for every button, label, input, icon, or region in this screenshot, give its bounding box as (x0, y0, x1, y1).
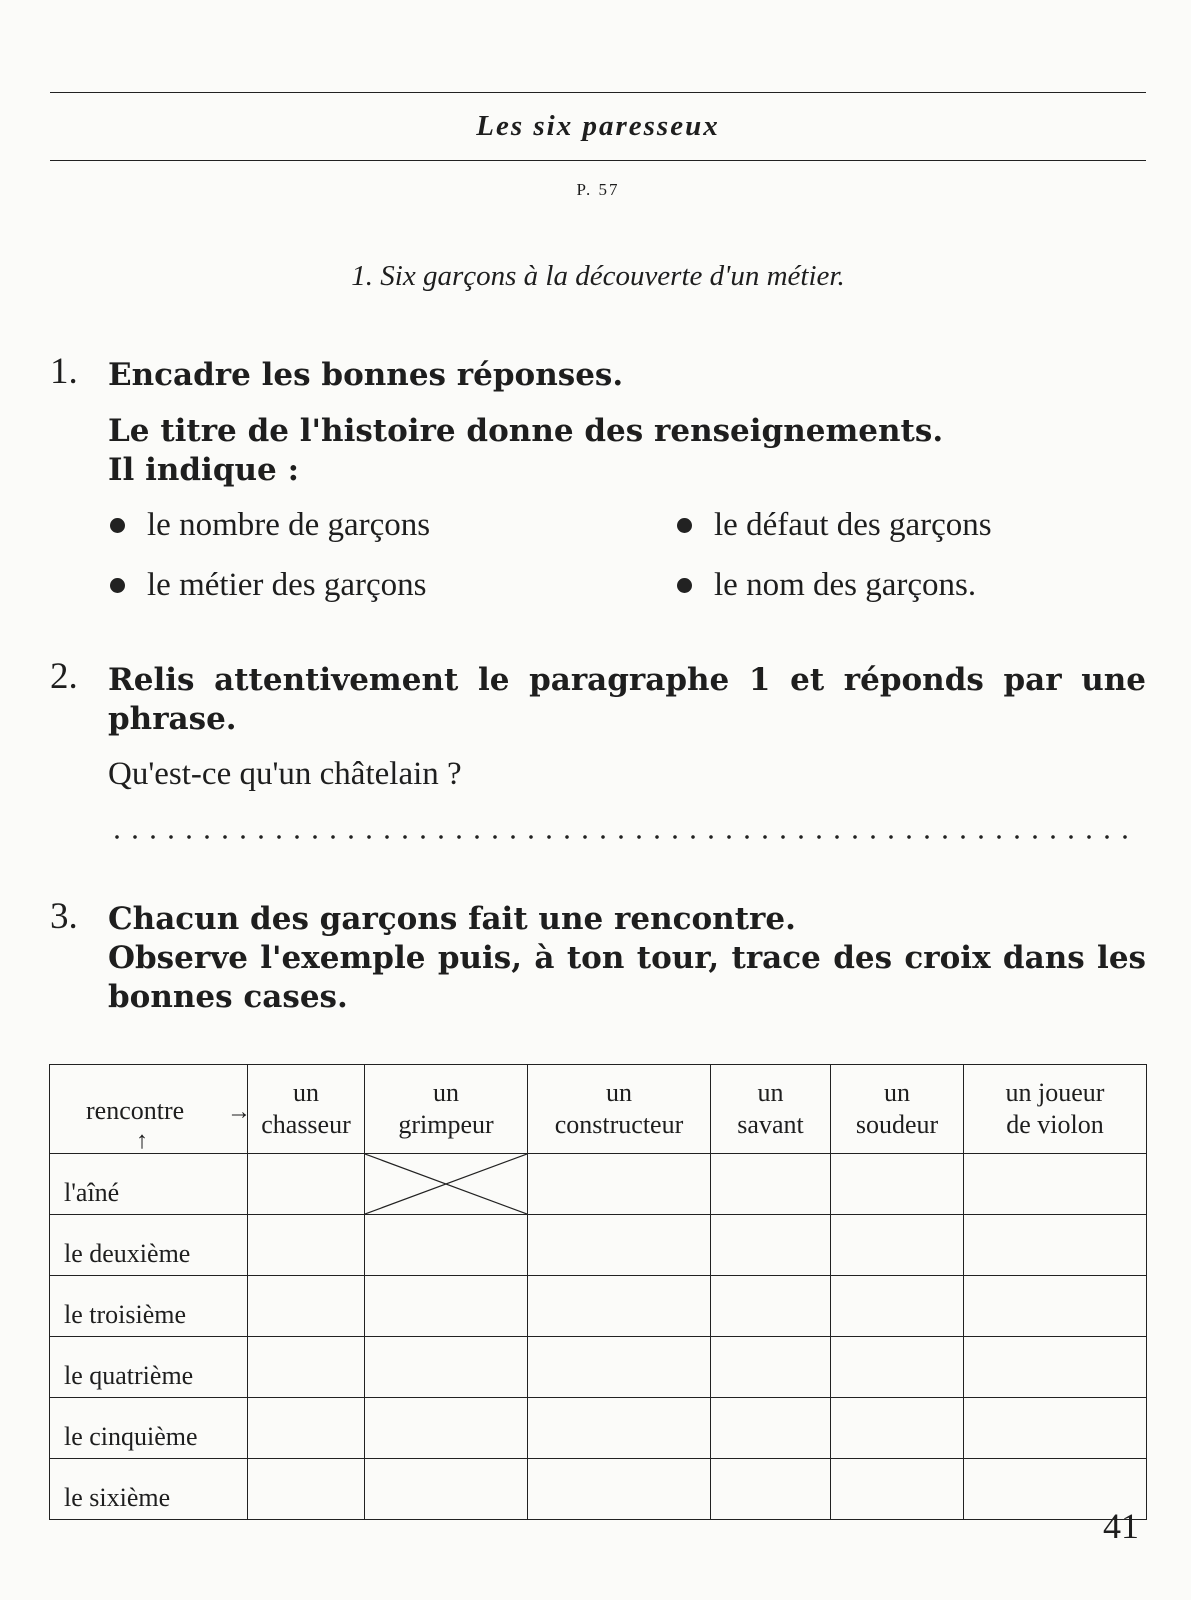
answer-cell[interactable] (711, 1459, 831, 1520)
answer-cell[interactable] (831, 1337, 964, 1398)
exercise-2-instruction: Relis attentivement le paragraphe 1 et réponds par une phrase. (108, 662, 1146, 737)
arrow-up-icon: ↑ (136, 1128, 148, 1154)
answer-cell[interactable] (964, 1398, 1147, 1459)
page-reference: P. 57 (576, 180, 620, 199)
corner-label: rencontre (86, 1096, 185, 1125)
option-nom[interactable] (677, 567, 976, 604)
option-defaut[interactable] (677, 507, 992, 544)
answer-cell[interactable] (831, 1276, 964, 1337)
answer-cell[interactable] (248, 1276, 365, 1337)
bullet-icon (677, 578, 692, 593)
column-header-grimpeur: un grimpeur (365, 1065, 528, 1154)
option-label: le défaut des garçons (714, 507, 992, 543)
table-row (50, 1215, 1147, 1276)
option-metier[interactable] (110, 567, 426, 604)
exercise-2-question: Qu'est-ce qu'un châtelain ? (108, 756, 462, 792)
row-label: le troisième (50, 1276, 248, 1337)
option-label: le nom des garçons. (714, 567, 977, 603)
table-row (50, 1154, 1147, 1215)
answer-cell[interactable] (711, 1154, 831, 1215)
corner-cell (50, 1065, 251, 1154)
option-label: le nombre de garçons (147, 507, 431, 543)
answer-cell[interactable] (365, 1337, 528, 1398)
cross-mark-icon (365, 1154, 527, 1214)
bullet-icon (677, 518, 692, 533)
page-number: 41 (1103, 1506, 1139, 1546)
answer-cell[interactable] (365, 1398, 528, 1459)
answer-cell[interactable] (964, 1337, 1147, 1398)
column-header-constructeur: un constructeur (528, 1065, 711, 1154)
answer-cell[interactable] (711, 1398, 831, 1459)
exercise-1-statement: Le titre de l'histoire donne des renseignements. (108, 413, 944, 449)
row-label: le quatrième (50, 1337, 248, 1398)
row-label: le sixième (50, 1459, 248, 1520)
column-header-chasseur: un chasseur (248, 1065, 365, 1154)
column-header-savant: un savant (711, 1065, 831, 1154)
row-label: l'aîné (50, 1154, 248, 1215)
answer-cell[interactable] (365, 1215, 528, 1276)
answer-cell[interactable] (248, 1337, 365, 1398)
exercise-3-number: 3. (50, 896, 78, 937)
table-row (50, 1276, 1147, 1337)
table-row (50, 1337, 1147, 1398)
answer-cell[interactable] (365, 1459, 528, 1520)
arrow-right-icon: → (227, 1099, 251, 1125)
answer-cell[interactable] (711, 1215, 831, 1276)
table-header-row (50, 1065, 1147, 1154)
bullet-icon (110, 578, 125, 593)
answer-cell[interactable] (831, 1154, 964, 1215)
answer-cell[interactable] (831, 1215, 964, 1276)
answer-cell[interactable] (365, 1276, 528, 1337)
exercise-3-instruction: Chacun des garçons fait une rencontre. (108, 901, 796, 937)
exercise-2-number: 2. (50, 656, 78, 697)
chapter-subtitle: 1. Six garçons à la découverte d'un métier. (351, 260, 845, 292)
exercise-1-number: 1. (50, 351, 78, 392)
column-header-soudeur: un soudeur (831, 1065, 964, 1154)
top-rule (50, 92, 1146, 93)
row-label: le deuxième (50, 1215, 248, 1276)
title-bottom-rule (50, 160, 1146, 161)
answer-cell[interactable] (711, 1337, 831, 1398)
exercise-3-instruction-2: Observe l'exemple puis, à ton tour, trace des croix dans les bonnes cases. (108, 940, 1146, 1015)
answer-cell[interactable] (248, 1398, 365, 1459)
table-row (50, 1459, 1147, 1520)
answer-cell[interactable] (831, 1459, 964, 1520)
answer-cell[interactable] (528, 1337, 711, 1398)
answer-cell[interactable] (528, 1459, 711, 1520)
answer-cell[interactable] (964, 1154, 1147, 1215)
page-title: Les six paresseux (476, 110, 720, 142)
answer-cell[interactable] (248, 1154, 365, 1215)
exercise-1-instruction: Encadre les bonnes réponses. (108, 357, 624, 393)
answer-dotted-line[interactable] (108, 832, 1138, 842)
answer-cell[interactable] (528, 1215, 711, 1276)
encounter-table (49, 1064, 1147, 1520)
column-header-violon: un joueur de violon (964, 1065, 1147, 1154)
answer-cell[interactable] (964, 1215, 1147, 1276)
answer-cell[interactable] (248, 1215, 365, 1276)
answer-cell[interactable] (528, 1398, 711, 1459)
row-label: le cinquième (50, 1398, 248, 1459)
table-row (50, 1398, 1147, 1459)
answer-cell-example[interactable] (365, 1154, 528, 1215)
answer-cell[interactable] (528, 1276, 711, 1337)
exercise-1-statement-2: Il indique : (108, 452, 300, 488)
answer-cell[interactable] (831, 1398, 964, 1459)
answer-cell[interactable] (248, 1459, 365, 1520)
bullet-icon (110, 518, 125, 533)
answer-cell[interactable] (964, 1276, 1147, 1337)
option-label: le métier des garçons (147, 567, 427, 603)
answer-cell[interactable] (528, 1154, 711, 1215)
answer-cell[interactable] (711, 1276, 831, 1337)
option-nombre[interactable] (110, 507, 430, 544)
